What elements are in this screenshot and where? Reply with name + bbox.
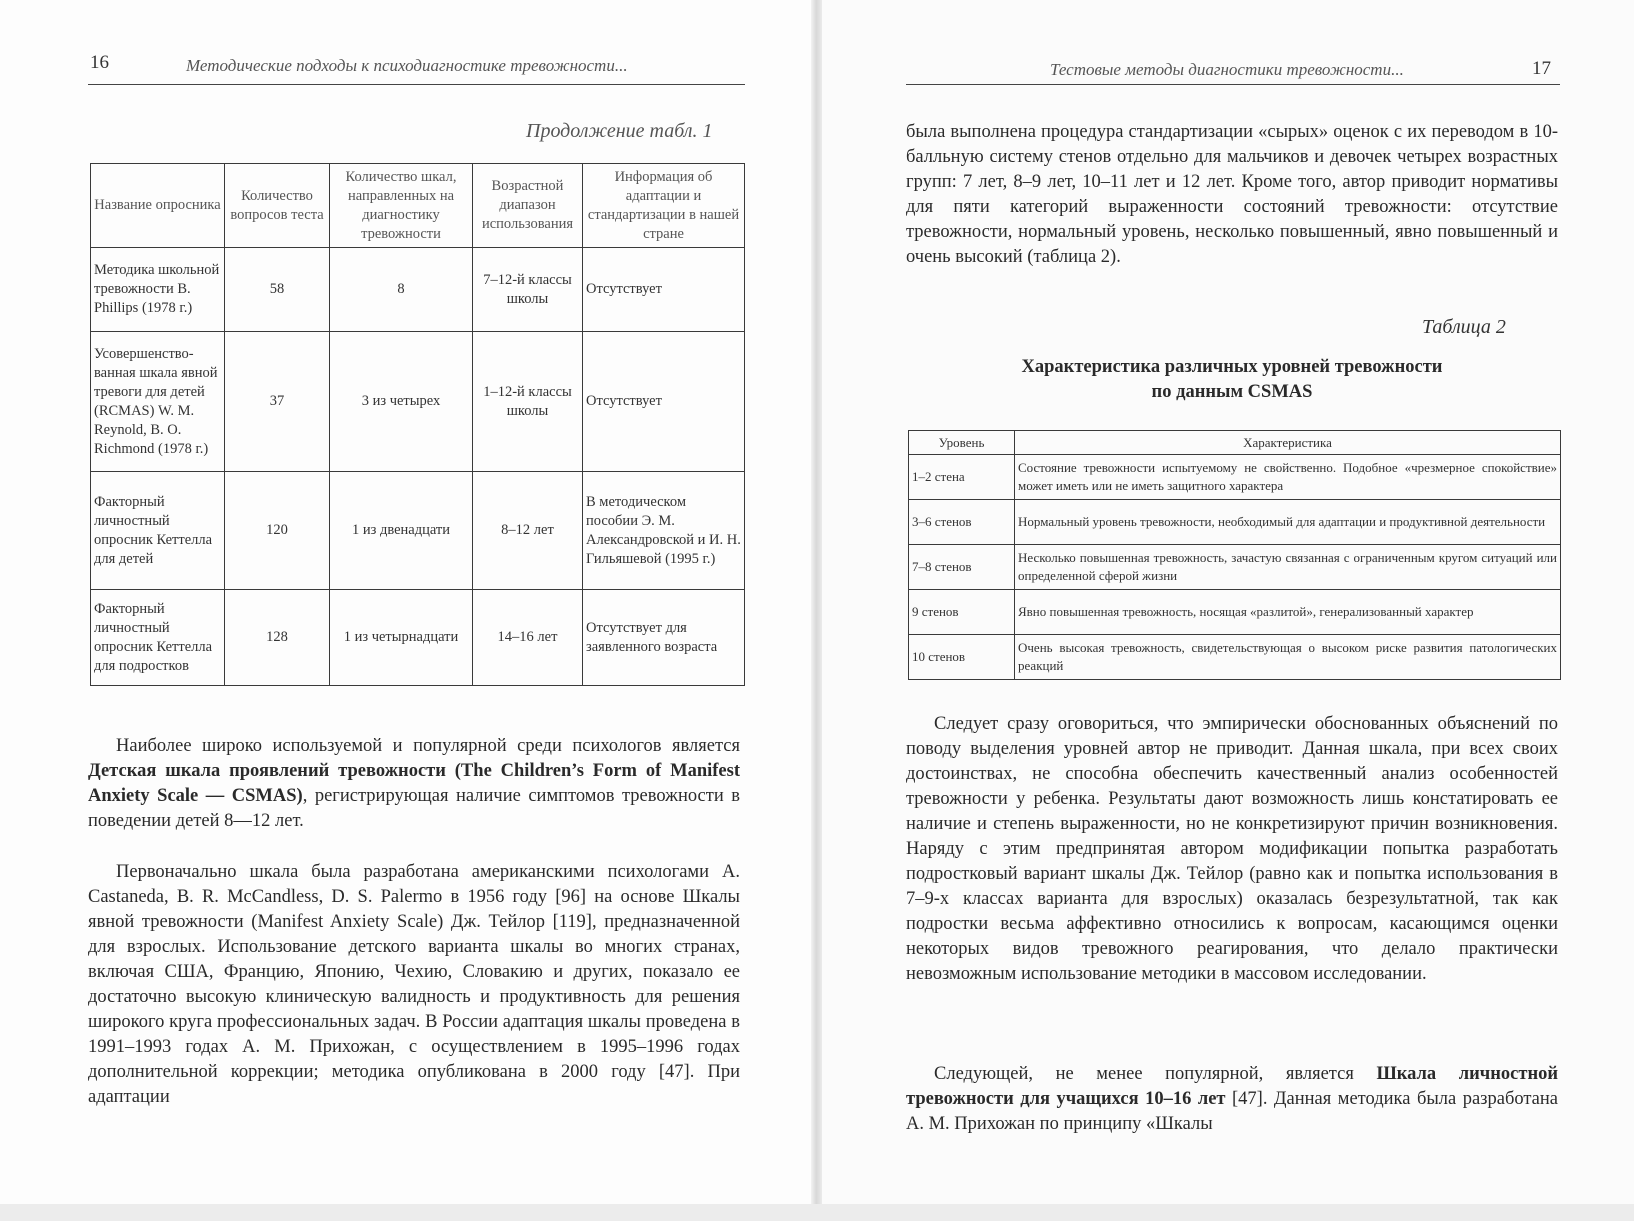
questionnaire-name: Факторный личностный опросник Кеттелла для подростков: [91, 590, 225, 686]
paragraph-text: Следующей, не менее популярной, является: [934, 1064, 1377, 1084]
paragraph-csmas-intro: [88, 734, 740, 834]
table-row: [91, 590, 745, 686]
page-number: 17: [1532, 58, 1551, 79]
table-caption: Продолжение табл. 1: [526, 120, 713, 142]
level-cell: 7–8 стенов: [909, 545, 1015, 590]
table-header-cell: Название опросника: [91, 164, 225, 248]
table-1: [90, 163, 745, 686]
page-number: 16: [90, 52, 109, 73]
table-header-cell: Уровень: [909, 431, 1015, 455]
adaptation-info: Отсутствует: [583, 248, 745, 332]
questionnaire-name: Факторный личностный опросник Кеттелла для детей: [91, 472, 225, 590]
table-2: [908, 430, 1561, 680]
description-cell: Несколько повышенная тревожность, зачастую связанная с ограниченным кругом ситуаций или определенной сферой жизни: [1015, 545, 1561, 590]
paragraph-bold-term: Детская шкала проявлений тревожности (The Children’s Form of Manifest Anxiety Scale — CSMAS): [88, 761, 740, 806]
paragraph-next-scale: [906, 1062, 1558, 1137]
table-header-cell: Количество вопросов теста: [225, 164, 330, 248]
level-cell: 1–2 стена: [909, 455, 1015, 500]
adaptation-info: Отсутствует для заявленного возраста: [583, 590, 745, 686]
paragraph-text: Наиболее широко используемой и популярной среди психологов является: [116, 736, 740, 756]
level-cell: 9 стенов: [909, 590, 1015, 635]
description-cell: Нормальный уровень тревожности, необходимый для адаптации и продуктивной деятельности: [1015, 500, 1561, 545]
paragraph-bold-term: Шкала личностной тревожности для учащихся 10–16 лет: [906, 1064, 1559, 1109]
table-header-cell: Информация об адаптации и стандартизации в нашей стране: [583, 164, 745, 248]
table-row: [909, 455, 1561, 500]
questionnaire-name: Усовершенство-ванная шкала явной тревоги для детей (RCMAS) W. M. Reynold, B. O. Richmond (1978 г.): [91, 332, 225, 472]
table-row: [91, 332, 745, 472]
table-header-cell: Количество шкал, направленных на диагностику тревожности: [330, 164, 473, 248]
table-title: [906, 355, 1558, 405]
level-cell: 3–6 стенов: [909, 500, 1015, 545]
question-count: 58: [225, 248, 330, 332]
description-cell: Явно повышенная тревожность, носящая «разлитой», генерализованный характер: [1015, 590, 1561, 635]
age-range: 1–12-й классы школы: [473, 332, 583, 472]
table-row: [91, 472, 745, 590]
age-range: 7–12-й классы школы: [473, 248, 583, 332]
questionnaire-name: Методика школьной тревожности В. Phillips (1978 г.): [91, 248, 225, 332]
table-header-cell: Характеристика: [1015, 431, 1561, 455]
table-header-cell: Возрастной диапазон использования: [473, 164, 583, 248]
header-rule: [906, 84, 1560, 85]
scale-count: 3 из четырех: [330, 332, 473, 472]
question-count: 37: [225, 332, 330, 472]
scan-bottom-edge: [0, 1204, 1634, 1221]
right-page: [822, 0, 1634, 1221]
table-row: [909, 635, 1561, 680]
description-cell: Состояние тревожности испытуемому не свойственно. Подобное «чрезмерное спокойствие» может иметь или не иметь защитного характера: [1015, 455, 1561, 500]
table-title-line: по данным CSMAS: [1151, 382, 1313, 402]
description-cell: Очень высокая тревожность, свидетельствующая о высоком риске развития патологических реакций: [1015, 635, 1561, 680]
scale-count: 1 из двенадцати: [330, 472, 473, 590]
adaptation-info: Отсутствует: [583, 332, 745, 472]
age-range: 14–16 лет: [473, 590, 583, 686]
table-row: [909, 500, 1561, 545]
paragraph-standardization: была выполнена процедура стандартизации «сырых» оценок с их переводом в 10-балльную систему стенов отдельно для мальчиков и девочек четырех возрастных групп: 7 лет, 8–9 лет, 10–11 лет и 12 лет. Кроме того, автор приводит нормативы для пяти категорий выраженности состояний тревожности: отсутствие тревожности, нормальный уровень, несколько повышенный, явно повышенный и очень высокий (таблица 2).: [906, 122, 1558, 267]
question-count: 128: [225, 590, 330, 686]
level-cell: 10 стенов: [909, 635, 1015, 680]
table-title-line: Характеристика различных уровней тревожности: [1021, 357, 1443, 377]
paragraph-csmas-history: Первоначально шкала была разработана американскими психологами A. Castaneda, B. R. McCandless, D. S. Palermo в 1956 году [96] на основе Шкалы явной тревожности (Manifest Anxiety Scale) Дж. Тейлор [119], предназначенной для взрослых. Использование детского варианта шкалы во многих странах, включая США, Францию, Японию, Чехию, Словакию и других, показало ее достаточно высокую клиническую валидность и продуктивность для решения широкого круга профессиональных задач. В России адаптация шкалы проведена в 1991–1993 годах А. М. Прихожан, с осуществлением в 1995–1996 годах дополнительной коррекции; методика опубликована в 2000 году [47]. При адаптации: [88, 862, 740, 1107]
running-header: Тестовые методы диагностики тревожности...: [1050, 60, 1404, 79]
table-label: Таблица 2: [1422, 316, 1506, 338]
paragraph-text: [47]. Данная методика была разработана А. М. Прихожан по принципу «Шкалы: [906, 1089, 1559, 1134]
scale-count: 1 из четырнадцати: [330, 590, 473, 686]
header-rule: [88, 84, 745, 85]
scale-count: 8: [330, 248, 473, 332]
adaptation-info: В методическом пособии Э. М. Александровской и И. Н. Гильяшевой (1995 г.): [583, 472, 745, 590]
paragraph-limitations: Следует сразу оговориться, что эмпирически обоснованных объяснений по поводу выделения уровней автор не приводит. Данная шкала, при всех своих достоинствах, не способна обеспечить качественный анализ особенностей тревожности у ребенка. Результаты дают возможность лишь констатировать ее наличие и степень выраженности, но не конкретизируют причин возникновения. Наряду с этим предпринятая автором модификации попытка разработать подростковый вариант шкалы Дж. Тейлор (равно как и попытка использования в 7–9-х классах варианта для взрослых) оказалась безрезультатной, так как подростки весьма аффективно относились к вопросам, касающимся оценки некоторых видов тревожного реагирования, что делало практически невозможным использование методики в массовом исследовании.: [906, 714, 1558, 984]
question-count: 120: [225, 472, 330, 590]
table-header-row: [909, 431, 1561, 455]
paragraph-text: , регистрирующая наличие симптомов тревожности в поведении детей 8—12 лет.: [88, 786, 740, 831]
table-row: [91, 248, 745, 332]
running-header: Методические подходы к психодиагностике тревожности...: [186, 56, 628, 75]
table-row: [909, 590, 1561, 635]
table-header-row: [91, 164, 745, 248]
table-row: [909, 545, 1561, 590]
left-page: [0, 0, 812, 1221]
age-range: 8–12 лет: [473, 472, 583, 590]
